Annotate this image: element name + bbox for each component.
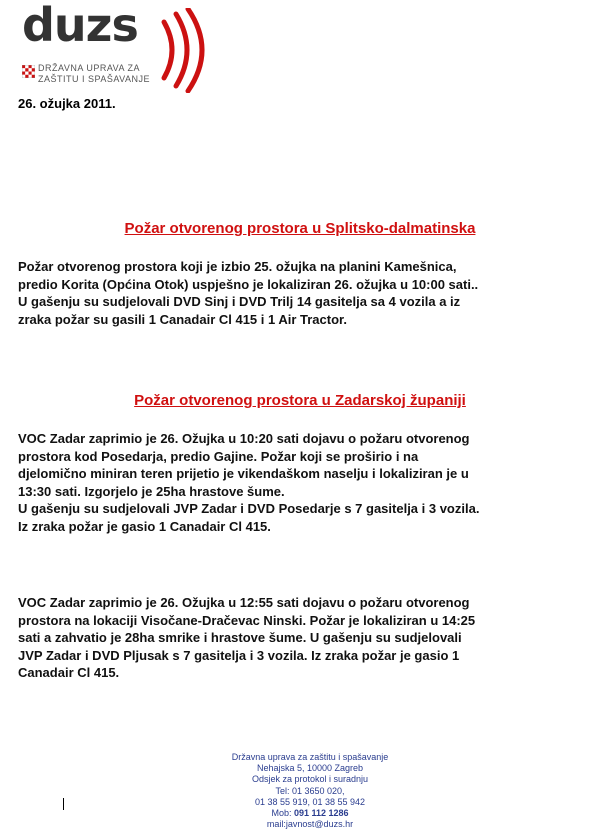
text-line: Iz zraka požar je gasio 1 Canadair Cl 415. bbox=[18, 518, 271, 534]
logo-wordmark: duzs bbox=[22, 0, 138, 52]
text-line: Canadair Cl 415. bbox=[18, 665, 120, 680]
footer-mob-number: 091 112 1286 bbox=[293, 808, 349, 819]
text-line: U gašenju su sudjelovali JVP Zadar i DVD Posedarje s 7 gasitelja i 3 vozila. bbox=[18, 501, 480, 516]
text-line: prostora na lokaciji Visočane-Dračevac Ninski. Požar je lokaliziran u 14:25 bbox=[18, 612, 476, 628]
footer-mobile bbox=[150, 808, 470, 819]
logo-subtitle-line2: ZAŠTITU I SPAŠAVANJE bbox=[38, 74, 151, 84]
text-line: Požar otvorenog prostora koji je izbio 25. ožujka na planini Kamešnica, bbox=[18, 259, 457, 274]
text-line: predio Korita (Općina Otok) uspješno je lokaliziran 26. ožujka u 10:00 sati.. bbox=[18, 276, 479, 292]
footer-tel: Tel: 01 3650 020, bbox=[275, 785, 345, 796]
text-line: sati a zahvatio je 28ha smrike i hrastove šume. U gašenju su sudjelovali bbox=[18, 630, 462, 645]
footer-tel2: 01 38 55 919, 01 38 55 942 bbox=[254, 796, 366, 807]
signal-arcs-icon bbox=[160, 8, 220, 93]
text-line: VOC Zadar zaprimio je 26. Ožujka u 12:55 sati dojavu o požaru otvorenog bbox=[18, 595, 470, 610]
text-line: 13:30 sati. Izgorjelo je 25ha hrastove šume. bbox=[18, 483, 285, 499]
footer-address: Nehajska 5, 10000 Zagreb bbox=[256, 763, 364, 774]
paragraph-split bbox=[18, 258, 584, 328]
text-line: VOC Zadar zaprimio je 26. Ožujka u 10:20 sati dojavu o požaru otvorenog bbox=[18, 431, 470, 446]
footer-dept: Odsjek za protokol i suradnju bbox=[251, 774, 369, 785]
logo-subtitle bbox=[38, 63, 150, 85]
footer-contact bbox=[150, 752, 470, 830]
paragraph-zadar-2 bbox=[18, 594, 584, 682]
footer-email[interactable]: mail:javnost@duzs.hr bbox=[266, 819, 354, 830]
footer-mob-label: Mob: bbox=[271, 808, 292, 819]
croatian-checker-icon bbox=[22, 65, 35, 78]
section-title-zadar: Požar otvorenog prostora u Zadarskoj županiji bbox=[134, 392, 466, 409]
footer-org: Državna uprava za zaštitu i spašavanje bbox=[231, 752, 389, 762]
text-line: prostora kod Posedarja, predio Gajine. Požar koji se proširio i na bbox=[18, 448, 419, 464]
duzs-logo bbox=[22, 0, 197, 90]
text-line: U gašenju su sudjelovali DVD Sinj i DVD Trilj 14 gasitelja sa 4 vozila a iz bbox=[18, 294, 461, 309]
section-title-split: Požar otvorenog prostora u Splitsko-dalmatinska bbox=[124, 220, 476, 237]
logo-subtitle-line1: DRŽAVNA UPRAVA ZA bbox=[38, 63, 141, 73]
paragraph-zadar-1 bbox=[18, 430, 584, 535]
text-cursor bbox=[63, 798, 64, 810]
text-line: JVP Zadar i DVD Pljusak s 7 gasitelja i 3 vozila. Iz zraka požar je gasio 1 bbox=[18, 647, 460, 663]
text-line: djelomično miniran teren prijetio je vikendaškom naselju i lokaliziran je u bbox=[18, 466, 469, 481]
document-date: 26. ožujka 2011. bbox=[18, 96, 116, 111]
text-line: zraka požar su gasili 1 Canadair Cl 415 i 1 Air Tractor. bbox=[18, 311, 347, 327]
